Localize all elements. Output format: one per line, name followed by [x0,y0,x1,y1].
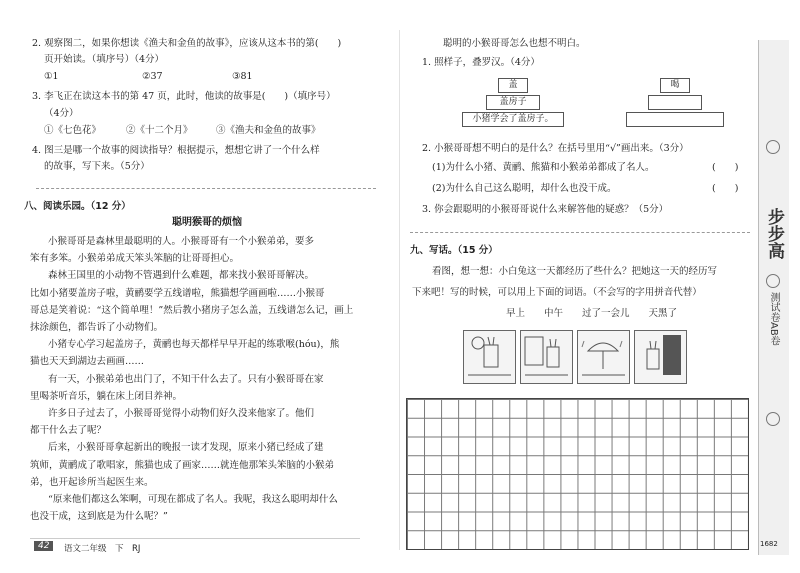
q3-text: 3. 李飞正在读这本书的第 47 页，此时，他读的故事是( )（填序号） [32,91,336,102]
section-8-heading: 八、阅读乐园。（12 分） [24,201,131,212]
story-line: 小猴哥哥是森林里最聪明的人。小猴哥哥有一个小猴弟弟，要多 [48,236,315,247]
story-line: 弟，也开起诊所当起医生来。 [30,476,154,488]
story-line: 里喝茶听音乐，躺在床上闭目养神。 [30,390,183,402]
q2-text-cont: 页开始读。（填序号）（4分） [44,54,165,65]
story-title: 聪明猴哥的烦恼 [172,217,242,228]
story-line: 小猪专心学习起盖房子，黄鹂也每天都样早早开起的练歌喉(hóu)，熊 [48,339,340,351]
story-line: 笨有多笨。小猴弟弟成天笨头笨脑的让哥哥担心。 [30,253,240,265]
right-top-line: 聪明的小猴哥哥怎么也想不明白。 [443,38,586,49]
story-line: 也没干成，这到底是为什么呢？” [30,511,168,523]
divider [36,188,376,189]
story-line: 比如小猪要盖房子啦，黄鹂要学五线谱啦，熊猫想学画画啦……小猴哥 [30,287,325,299]
ladder-box: 小猪学会了盖房子。 [462,112,564,127]
writing-grid[interactable] [406,398,749,550]
story-line: 后来，小猴哥哥拿起新出的晚报一读才发现，原来小猪已经成了建 [48,442,324,454]
ladder-box: 喝 [660,78,690,93]
r-q2-option-2: (2)为什么自己这么聪明，却什么也没干成。 [432,183,617,194]
story-line: 许多日子过去了，小猴哥哥觉得小动物们好久没来他家了。他们 [48,408,315,420]
prompt-line-2: 下来吧！写的时候，可以用上下面的词语。（不会写的字用拼音代替） [412,287,702,298]
rabbit-icon [464,331,515,383]
r-q2-paren-2[interactable]: ( ) [712,183,739,194]
r-q2-text: 2. 小猴哥哥想不明白的是什么？在括号里用“√”画出来。（3分） [422,143,689,154]
picture-morning [463,330,516,384]
q3-text-cont: （4分） [44,108,79,119]
story-body [30,233,353,525]
divider [410,232,750,233]
story-line: 抹涂颜色，都告诉了小动物们。 [30,322,164,334]
section-9-heading: 九、写话。（15 分） [410,245,498,256]
r-q3-text: 3. 你会跟聪明的小猴哥哥说什么来解答他的疑惑？（5分） [422,204,669,215]
story-line: 筑师，黄鹂成了歌唱家，熊猫也成了画家……就连他那笨头笨脑的小猴弟 [30,459,335,471]
ladder-box: 盖房子 [486,95,540,110]
story-line: 都干什么去了呢？ [30,425,107,437]
punch-hole [766,274,780,288]
q2-option-1: ①1 [44,71,59,82]
prompt-line-1: 看图，想一想：小白兔这一天都经历了些什么？把她这一天的经历写 [432,266,718,277]
page-number: 42 [34,541,53,551]
story-line: 猫也天天到湖边去画画…… [30,356,145,368]
rabbit-icon [521,331,572,383]
q4-text-cont: 的故事，写下来。（5分） [44,161,150,172]
story-line: 哥总是笑着说：“这个简单哩！”然后教小猪房子怎么盖，五线谱怎么记，画上 [30,304,354,316]
q2-option-3: ③81 [232,71,253,82]
picture-later [577,330,630,384]
q3-option-1: ①《七色花》 [44,125,102,136]
ladder-box: 盖 [498,78,528,93]
picture-noon [520,330,573,384]
ladder-box-blank[interactable] [648,95,702,110]
r-q1-text: 1. 照样子，叠罗汉。（4分） [422,57,540,68]
r-q2-option-1: (1)为什么小猪、黄鹂、熊猫和小猴弟弟都成了名人。 [432,162,655,173]
brand-subtitle: 测试卷AB卷 [768,292,779,346]
q3-option-2: ②《十二个月》 [126,125,193,136]
q2-text: 2. 观察图二，如果你想读《渔夫和金鱼的故事》，应该从这本书的第( ) [32,38,342,49]
r-q2-paren-1[interactable]: ( ) [712,162,739,173]
q3-option-3: ③《渔夫和金鱼的故事》 [216,125,321,136]
footer-text: 语文二年级 下 RJ [64,544,141,554]
word-bank: 早上 中午 过了一会儿 天黑了 [506,308,678,319]
door-icon [635,331,686,383]
footer-bar [30,538,360,539]
page-fold [399,30,400,550]
punch-hole [766,140,780,154]
ladder-box-blank[interactable] [626,112,724,127]
story-line: “原来他们都这么笨啊，可现在都成了名人。我呢，我这么聪明却什么 [48,494,338,506]
q2-option-2: ②37 [142,71,163,82]
brand-title: 步步高 [764,208,784,259]
corner-code: 1682 [760,540,778,548]
punch-hole [766,412,780,426]
q4-text: 4. 图三是哪一个故事的阅读指导？根据提示，想想它讲了一个什么样 [32,145,320,156]
umbrella-icon [578,331,629,383]
picture-night [634,330,687,384]
story-line: 森林王国里的小动物不管遇到什么难题，都来找小猴哥哥解决。 [48,270,315,282]
story-line: 有一天，小猴弟弟也出门了，不知干什么去了。只有小猴哥哥在家 [48,373,324,385]
